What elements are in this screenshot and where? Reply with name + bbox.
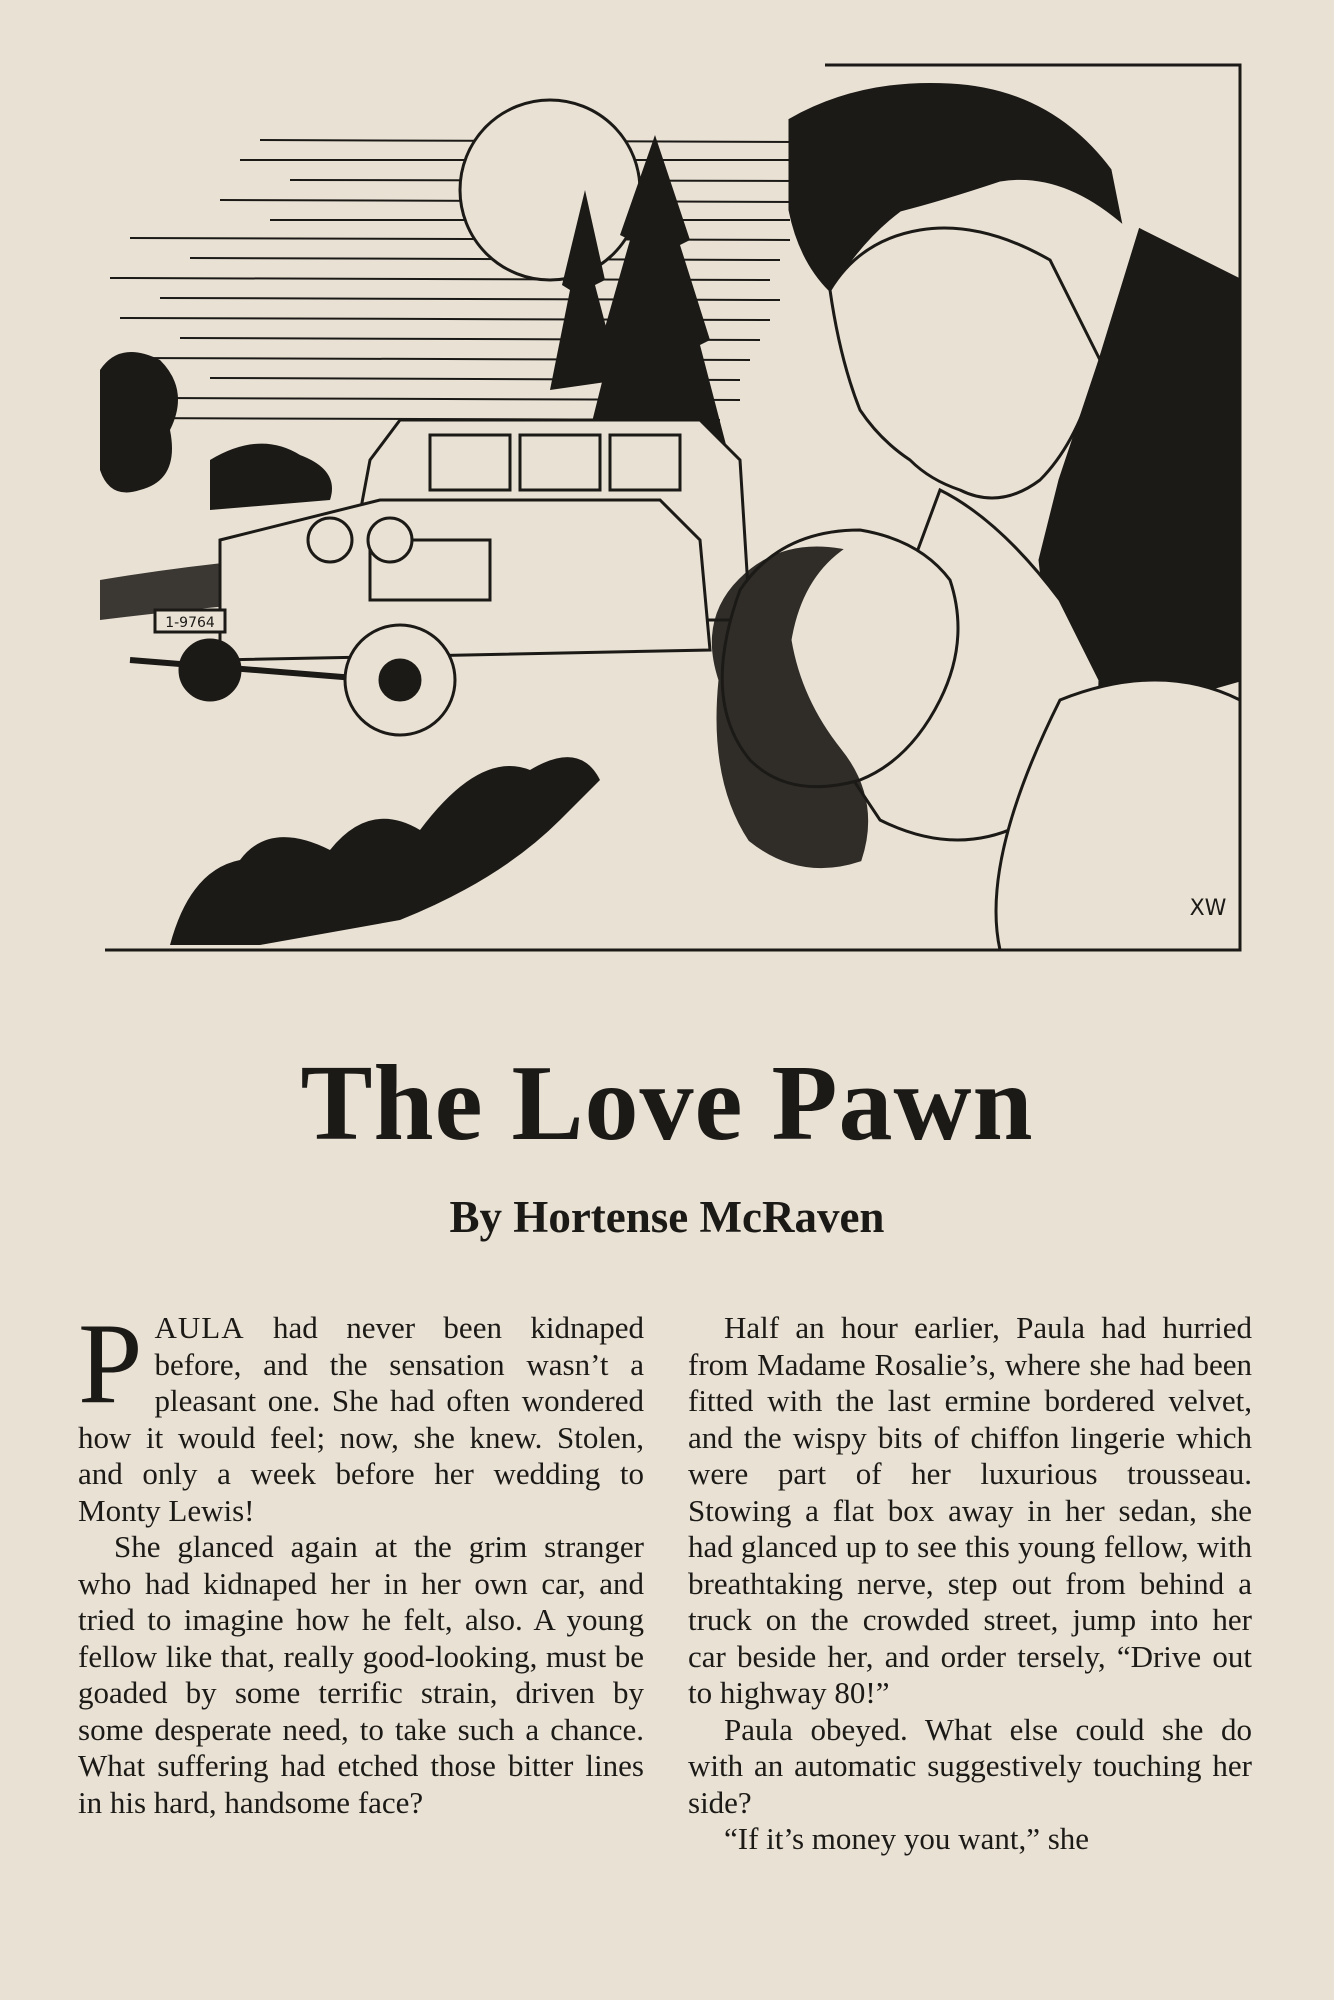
article-byline: By Hortense McRaven bbox=[449, 1192, 885, 1242]
paragraph: “If it’s money you want,” she bbox=[724, 1821, 1090, 1856]
paragraph-text: had never been kidnaped before, and the sensation wasn’t a pleasant one. She had often wondered how it would feel; now, she knew. Stolen, and only a week before her wedding to Monty Lewis! bbox=[78, 1310, 644, 1528]
license-plate: 1-9764 bbox=[165, 615, 215, 631]
couple-icon bbox=[713, 84, 1240, 950]
right-column bbox=[688, 1310, 1252, 1858]
paragraph: Half an hour earlier, Paula had hurried from Madame Rosalie’s, where she had been fitted with the last ermine bordered velvet, and the wispy bits of chiffon lingerie which were part of her luxurious trousseau. Stowing a flat box away in her sedan, she had glanced up to see this young fellow, with breathtaking nerve, step out from behind a truck on the crowded street, jump into her car beside her, and order tersely, “Drive out to highway 80!” bbox=[688, 1310, 1252, 1710]
left-column bbox=[78, 1300, 644, 1821]
dropcap: P bbox=[78, 1300, 143, 1428]
illustration bbox=[100, 60, 1250, 960]
paragraph: Paula obeyed. What else could she do with an automatic suggestively touching her side? bbox=[688, 1711, 1252, 1820]
opening-word: AULA bbox=[154, 1310, 245, 1345]
artist-signature: XW bbox=[1189, 896, 1227, 921]
bushes-icon bbox=[170, 757, 600, 945]
article-title: The Love Pawn bbox=[300, 1044, 1034, 1163]
moon-icon bbox=[460, 100, 640, 280]
paragraph: She glanced again at the grim stranger who had kidnaped her in her own car, and tried to imagine how he felt, also. A young fellow like that, really good-looking, must be goaded by some terrific strain, driven by some desperate need, to take such a chance. What suffering had etched those bitter lines in his hard, handsome face? bbox=[78, 1529, 644, 1820]
paragraph bbox=[78, 1300, 644, 1529]
